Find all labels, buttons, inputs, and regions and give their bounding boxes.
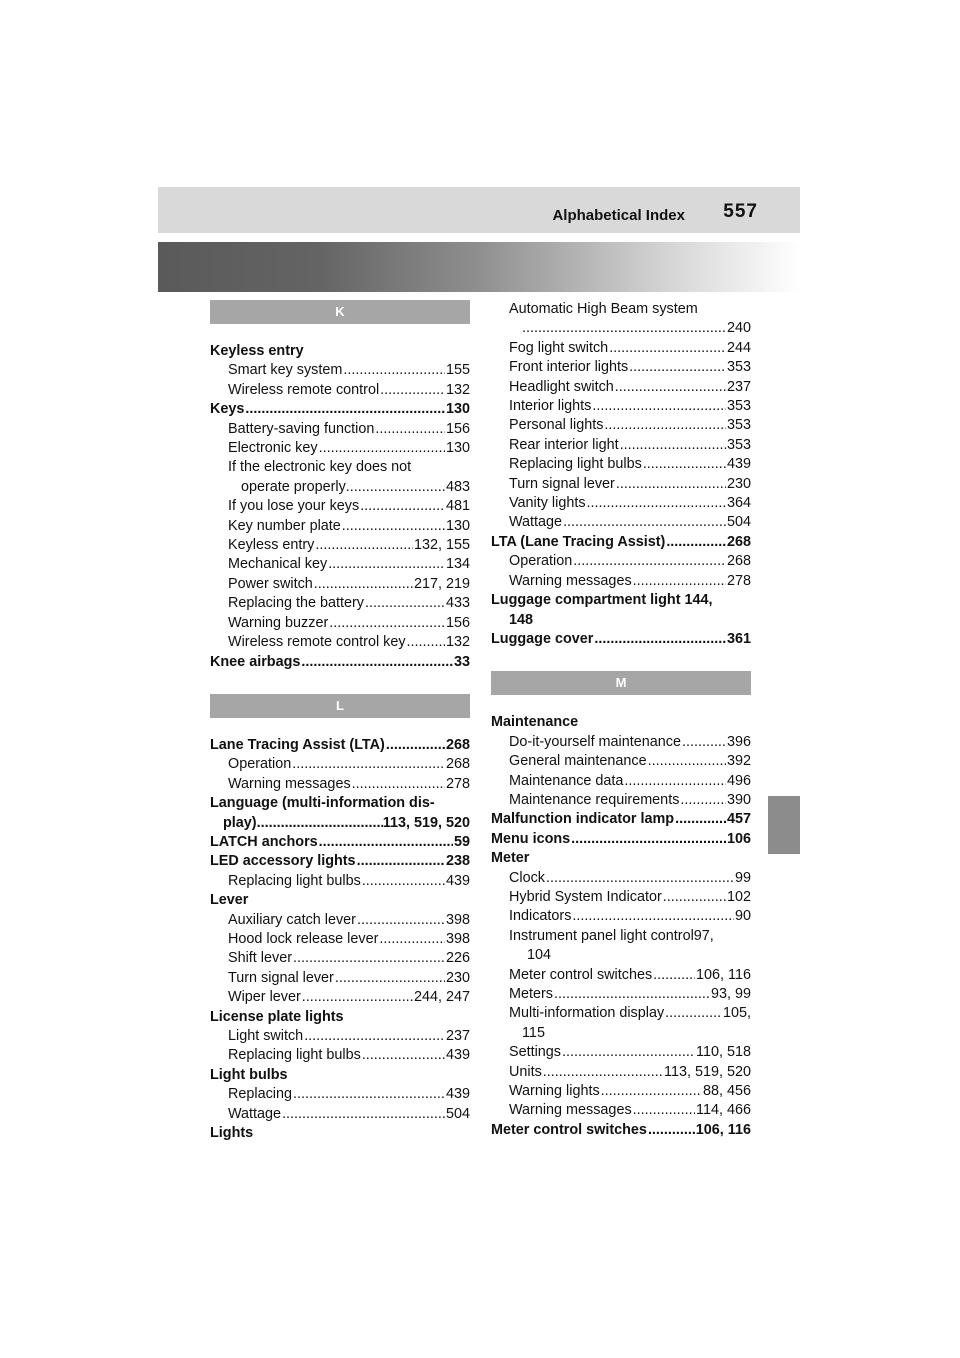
page-ref: 396	[726, 733, 751, 750]
page-ref: 134	[445, 556, 470, 573]
page-ref: 353	[726, 436, 751, 453]
page-ref: 433	[445, 595, 470, 612]
entry-text: Warning messages	[228, 775, 351, 792]
index-subentry	[491, 378, 751, 397]
index-column-right	[491, 300, 751, 1140]
index-subentry	[210, 361, 470, 380]
entry-text: Lane Tracing Assist (LTA)	[210, 736, 385, 753]
page-ref: 481	[445, 498, 470, 515]
index-subentry	[491, 1004, 751, 1043]
page-ref: 278	[726, 572, 751, 589]
page-ref: 278	[445, 775, 470, 792]
leader-dots	[357, 911, 445, 930]
page-ref: 230	[445, 969, 470, 986]
index-entry	[210, 1124, 470, 1143]
leader-dots	[357, 852, 445, 871]
leader-dots	[245, 400, 445, 419]
entry-text: Luggage compartment light 144,	[491, 592, 713, 609]
leader-dots	[328, 555, 445, 574]
leader-dots	[319, 439, 445, 458]
leader-dots	[293, 949, 445, 968]
leader-dots	[343, 361, 445, 380]
leader-dots	[257, 814, 383, 833]
index-entry	[210, 653, 470, 672]
index-subentry	[491, 733, 751, 752]
page-ref: 398	[445, 930, 470, 947]
index-entry	[210, 736, 470, 755]
index-entry	[210, 1066, 470, 1085]
entry-text-continued: operate properly	[241, 478, 346, 495]
leader-dots	[301, 653, 453, 672]
page-ref: 361	[726, 630, 751, 647]
leader-dots	[592, 397, 726, 416]
index-subentry	[210, 1105, 470, 1124]
header-title: Alphabetical Index	[552, 207, 685, 224]
entry-text: Smart key system	[228, 362, 343, 379]
index-subentry	[210, 420, 470, 439]
page-ref: 130	[445, 401, 470, 418]
index-subentry	[210, 949, 470, 968]
page-ref: 156	[445, 420, 470, 437]
leader-dots	[663, 888, 726, 907]
entry-text: Knee airbags	[210, 653, 301, 670]
leader-dots	[346, 478, 446, 497]
page-ref: 353	[726, 359, 751, 376]
entry-text: Wireless remote control key	[228, 634, 406, 651]
index-column-left	[210, 300, 470, 1143]
entry-text: Warning messages	[509, 572, 632, 589]
entry-text: Maintenance requirements	[509, 791, 680, 808]
leader-dots	[587, 494, 726, 513]
index-entry	[210, 794, 470, 833]
leader-dots	[648, 752, 726, 771]
entry-text: Luggage cover	[491, 630, 594, 647]
entry-text: Shift lever	[228, 950, 292, 967]
index-subentry	[491, 494, 751, 513]
entry-text: Replacing light bulbs	[228, 1047, 361, 1064]
page-ref: 268	[445, 756, 470, 773]
page-ref: 439	[726, 456, 751, 473]
leader-dots	[292, 755, 445, 774]
leader-dots	[653, 966, 695, 985]
entry-text: Fog light switch	[509, 339, 609, 356]
leader-dots	[362, 872, 445, 891]
index-subentry	[210, 872, 470, 891]
page-ref: 268	[726, 533, 751, 550]
entry-text: License plate lights	[210, 1008, 344, 1025]
index-subentry	[491, 907, 751, 926]
index-list-l	[210, 736, 470, 1144]
page-ref: 132, 155	[413, 537, 470, 554]
leader-dots	[682, 733, 726, 752]
index-subentry	[491, 1043, 751, 1062]
entry-text: Operation	[228, 756, 292, 773]
entry-text: Hood lock release lever	[228, 930, 379, 947]
entry-text: General maintenance	[509, 753, 647, 770]
leader-dots	[380, 381, 445, 400]
entry-text: Lights	[210, 1125, 254, 1142]
index-subentry	[491, 416, 751, 435]
leader-dots	[594, 630, 726, 649]
index-entry	[491, 713, 751, 732]
page-ref: 244, 247	[413, 989, 470, 1006]
entry-text: If you lose your keys	[228, 498, 360, 515]
entry-text: Do-it-yourself maintenance	[509, 733, 681, 750]
index-entry	[210, 1008, 470, 1027]
entry-text: Keys	[210, 401, 245, 418]
leader-dots	[563, 513, 726, 532]
leader-dots	[633, 572, 726, 591]
entry-text: Indicators	[509, 908, 572, 925]
entry-text: Warning messages	[509, 1102, 632, 1119]
page-ref: 439	[445, 872, 470, 889]
entry-text: Light bulbs	[210, 1066, 288, 1083]
leader-dots	[616, 475, 726, 494]
leader-dots	[352, 775, 445, 794]
page-ref: 90	[734, 908, 751, 925]
entry-text: Malfunction indicator lamp	[491, 811, 675, 828]
entry-text: Light switch	[228, 1028, 304, 1044]
page-ref: 217, 219	[413, 575, 470, 592]
entry-text: Wattage	[228, 1105, 282, 1122]
index-subentry	[491, 869, 751, 888]
entry-text: Keyless entry	[228, 537, 315, 554]
entry-text: Maintenance	[491, 714, 579, 731]
index-subentry	[210, 614, 470, 633]
entry-text: Key number plate	[228, 517, 341, 534]
leader-dots	[360, 497, 445, 516]
leader-dots	[571, 830, 726, 849]
leader-dots	[335, 969, 445, 988]
entry-text: Units	[509, 1063, 542, 1080]
entry-text: Turn signal lever	[228, 969, 334, 986]
index-subentry	[491, 455, 751, 474]
leader-dots	[573, 552, 726, 571]
leader-dots	[362, 1046, 445, 1065]
page-ref-continued: 148	[509, 611, 534, 628]
entry-text: LED accessory lights	[210, 853, 356, 870]
index-subentry	[210, 911, 470, 930]
entry-text-continued: play)	[223, 814, 257, 831]
index-subentry	[491, 985, 751, 1004]
leader-dots	[315, 536, 413, 555]
entry-text: Settings	[509, 1044, 561, 1061]
page-ref: 240	[726, 320, 751, 337]
page-ref: 439	[445, 1086, 470, 1103]
index-subentry	[491, 1063, 751, 1082]
page-ref: 244	[726, 339, 751, 356]
index-subentry	[210, 1046, 470, 1065]
index-subentry	[210, 633, 470, 652]
section-header-l: L	[210, 694, 470, 718]
entry-text: Replacing light bulbs	[509, 456, 642, 473]
leader-dots	[604, 416, 726, 435]
page-ref: 132	[445, 381, 470, 398]
entry-text: Replacing the battery	[228, 595, 364, 612]
index-subentry	[210, 458, 470, 497]
leader-dots	[675, 810, 726, 829]
page-ref: 130	[445, 517, 470, 534]
leader-dots	[329, 614, 445, 633]
leader-dots	[572, 907, 734, 926]
entry-text: Wattage	[509, 514, 563, 531]
entry-text: Instrument panel light control97,	[509, 927, 714, 944]
page-ref: 33	[453, 653, 470, 670]
index-subentry	[210, 381, 470, 400]
index-subentry	[491, 339, 751, 358]
page-ref: 106, 116	[695, 1121, 751, 1138]
index-subentry	[491, 513, 751, 532]
page-ref: 353	[726, 398, 751, 415]
index-subentry	[491, 888, 751, 907]
index-subentry	[491, 966, 751, 985]
index-subentry	[210, 930, 470, 949]
leader-dots	[615, 378, 726, 397]
page-ref: 105,	[722, 1005, 751, 1022]
entry-text: Meters	[509, 986, 553, 1002]
entry-text: Maintenance data	[509, 772, 624, 789]
index-subentry	[210, 439, 470, 458]
leader-dots	[609, 339, 726, 358]
index-list-k	[210, 342, 470, 672]
page-ref: 155	[445, 362, 470, 379]
index-subentry	[210, 1027, 470, 1046]
decorative-gradient-bar	[158, 242, 800, 292]
entry-text: Interior lights	[509, 398, 592, 415]
index-entry	[491, 849, 751, 868]
leader-dots	[319, 833, 453, 852]
index-subentry	[491, 358, 751, 377]
index-subentry	[210, 555, 470, 574]
entry-text: Meter	[491, 850, 530, 867]
entry-text: Wiper lever	[228, 989, 301, 1006]
entry-text: Rear interior light	[509, 436, 619, 453]
index-subentry	[210, 755, 470, 774]
leader-dots	[666, 533, 726, 552]
page-number: 557	[723, 201, 758, 222]
index-subentry	[210, 536, 470, 555]
entry-text: Power switch	[228, 575, 313, 592]
index-entry	[491, 591, 751, 630]
entry-text: LTA (Lane Tracing Assist)	[491, 533, 666, 550]
page-ref: 268	[726, 553, 751, 570]
leader-dots	[601, 1082, 702, 1101]
page-ref: 496	[726, 772, 751, 789]
page-ref: 102	[726, 888, 751, 905]
section-header-k: K	[210, 300, 470, 324]
entry-text: Mechanical key	[228, 556, 328, 573]
page-ref-continued: 115	[522, 1024, 545, 1041]
page-ref: 457	[726, 811, 751, 828]
page-ref: 439	[445, 1047, 470, 1064]
entry-text: Multi-information display	[509, 1005, 665, 1022]
page-ref: 113, 519, 520	[382, 814, 470, 831]
page-ref: 504	[726, 514, 751, 531]
entry-text: Menu icons	[491, 830, 571, 847]
index-subentry	[491, 791, 751, 810]
page-ref: 88, 456	[702, 1083, 751, 1100]
index-entry	[210, 833, 470, 852]
index-entry	[491, 630, 751, 649]
entry-text: Front interior lights	[509, 359, 629, 376]
leader-dots	[554, 985, 710, 1004]
page-ref: 110, 518	[696, 1044, 751, 1061]
index-subentry	[491, 397, 751, 416]
entry-text: Electronic key	[228, 440, 318, 457]
index-subentry	[491, 300, 751, 339]
index-subentry	[491, 772, 751, 791]
index-subentry	[491, 1082, 751, 1101]
entry-text: Operation	[509, 553, 573, 570]
entry-text: LATCH anchors	[210, 833, 318, 850]
entry-text: Replacing light bulbs	[228, 872, 361, 889]
index-subentry	[491, 927, 751, 966]
page-ref: 114, 466	[696, 1102, 751, 1119]
leader-dots	[302, 988, 413, 1007]
leader-dots	[643, 455, 726, 474]
index-subentry	[491, 572, 751, 591]
page-ref: 237	[726, 378, 751, 395]
entry-text: Meter control switches	[509, 966, 653, 983]
page-ref: 268	[445, 736, 470, 753]
index-subentry	[491, 436, 751, 455]
page-ref: 398	[445, 911, 470, 928]
leader-dots	[546, 869, 734, 888]
leader-dots	[680, 791, 726, 810]
leader-dots	[304, 1027, 445, 1046]
entry-text: Hybrid System Indicator	[509, 888, 662, 905]
entry-text: Warning lights	[509, 1083, 600, 1100]
page-ref: 390	[726, 791, 751, 808]
index-subentry	[210, 517, 470, 536]
page-ref: 504	[445, 1105, 470, 1122]
page-ref: 93, 99	[710, 986, 751, 1002]
leader-dots	[543, 1063, 663, 1082]
page-ref: 237	[445, 1028, 470, 1044]
index-entry	[210, 342, 470, 361]
page-ref: 106, 116	[696, 966, 751, 983]
leader-dots	[665, 1004, 722, 1023]
leader-dots	[314, 575, 413, 594]
leader-dots	[375, 420, 445, 439]
leader-dots	[282, 1105, 445, 1124]
entry-text: Lever	[210, 892, 249, 909]
page-ref-continued: 104	[527, 947, 552, 964]
entry-text: Personal lights	[509, 417, 604, 434]
index-subentry	[210, 575, 470, 594]
index-subentry	[210, 775, 470, 794]
index-thumb-tab	[768, 796, 800, 854]
page-ref: 230	[726, 475, 751, 492]
page-header	[158, 187, 800, 233]
leader-dots	[365, 594, 445, 613]
page-ref: 99	[734, 869, 751, 886]
entry-text: Language (multi-information dis-	[210, 795, 435, 812]
leader-dots	[522, 319, 727, 338]
entry-text: If the electronic key does not	[228, 459, 412, 476]
index-entry	[210, 891, 470, 910]
index-subentry	[210, 594, 470, 613]
index-entry	[491, 533, 751, 552]
page-ref: 156	[445, 614, 470, 631]
leader-dots	[386, 736, 445, 755]
entry-text: Auxiliary catch lever	[228, 911, 356, 928]
page-ref: 132	[445, 634, 470, 651]
page-ref: 483	[445, 478, 470, 495]
page-ref: 113, 519, 520	[664, 1063, 751, 1080]
section-header-m: M	[491, 671, 751, 695]
entry-text: Warning buzzer	[228, 614, 329, 631]
index-list-lights-cont	[491, 300, 751, 649]
page-ref: 392	[726, 753, 751, 770]
index-entry	[491, 810, 751, 829]
entry-text: Turn signal lever	[509, 475, 615, 492]
page-ref: 106	[726, 830, 751, 847]
entry-text: Replacing	[228, 1086, 292, 1103]
index-list-m	[491, 713, 751, 1140]
entry-text: Keyless entry	[210, 343, 304, 359]
entry-text: Clock	[509, 869, 545, 886]
page-ref: 238	[445, 853, 470, 870]
leader-dots	[633, 1101, 695, 1120]
page-ref: 353	[726, 417, 751, 434]
entry-text: Wireless remote control	[228, 381, 380, 398]
index-subentry	[210, 969, 470, 988]
index-subentry	[491, 1101, 751, 1120]
index-entry	[491, 830, 751, 849]
index-entry	[210, 400, 470, 419]
entry-text: Automatic High Beam system	[509, 301, 698, 317]
index-entry	[210, 852, 470, 871]
entry-text: Vanity lights	[509, 495, 586, 512]
entry-text: Headlight switch	[509, 378, 614, 395]
entry-text: Battery-saving function	[228, 420, 375, 437]
leader-dots	[624, 772, 726, 791]
leader-dots	[379, 930, 445, 949]
leader-dots	[407, 633, 445, 652]
page-ref: 130	[445, 440, 470, 457]
index-entry	[491, 1121, 751, 1140]
leader-dots	[620, 436, 726, 455]
leader-dots	[648, 1121, 695, 1140]
leader-dots	[293, 1085, 445, 1104]
page-ref: 59	[453, 833, 470, 850]
index-subentry	[210, 988, 470, 1007]
entry-text: Meter control switches	[491, 1121, 647, 1138]
leader-dots	[629, 358, 726, 377]
index-subentry	[210, 497, 470, 516]
page-ref: 226	[445, 950, 470, 967]
index-subentry	[491, 752, 751, 771]
leader-dots	[342, 517, 445, 536]
index-subentry	[210, 1085, 470, 1104]
index-subentry	[491, 552, 751, 571]
index-subentry	[491, 475, 751, 494]
leader-dots	[562, 1043, 695, 1062]
page-ref: 364	[726, 495, 751, 512]
